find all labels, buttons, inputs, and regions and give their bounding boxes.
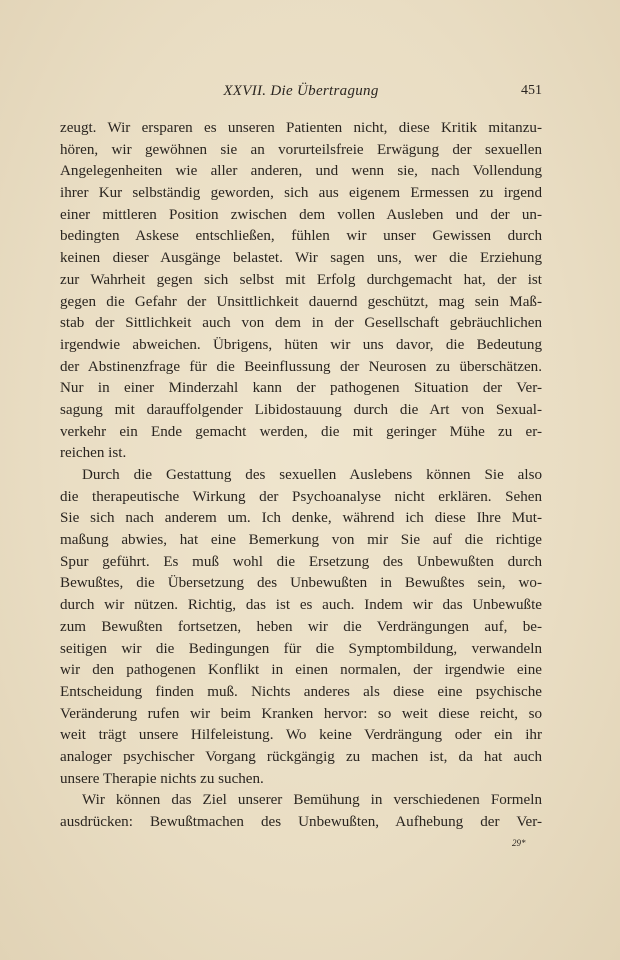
text-line: stab der Sittlichkeit auch von dem in der Gesellschaft gebräuchlichen xyxy=(60,315,542,332)
text-line: zeugt. Wir ersparen es unseren Patienten nicht, diese Kritik mitanzu- xyxy=(60,120,542,136)
text-line: analoger psychischer Vorgang rückgängig zu machen ist, da hat auch xyxy=(60,748,542,765)
text-line: Bewußtes, die Übersetzung des Unbewußten in Bewußtes sein, wo- xyxy=(60,575,542,592)
text-line: Nur in einer Minderzahl kann der pathogenen Situation der Ver- xyxy=(60,380,542,397)
text-line: sagung mit darauffolgender Libidostauung durch die Art von Sexual- xyxy=(60,401,542,418)
text-line: durch wir nützen. Richtig, das ist es auch. Indem wir das Unbewußte xyxy=(60,597,542,614)
text-line: die therapeutische Wirkung der Psychoanalyse nicht erklären. Sehen xyxy=(60,488,542,505)
text-line: reichen ist. xyxy=(60,445,127,462)
text-line: der Abstinenzfrage für die Beeinflussung der Neurosen zu überschätzen. xyxy=(60,358,542,375)
text-line: irgendwie abweichen. Übrigens, hüten wir uns davor, die Bedeutung xyxy=(60,336,542,353)
text-line: ausdrücken: Bewußtmachen des Unbewußten, Aufhebung der Ver- xyxy=(60,814,542,830)
text-line: Spur geführt. Es muß wohl die Ersetzung des Unbewußten durch xyxy=(60,553,542,570)
text-line: weit trägt unsere Hilfeleistung. Wo keine Verdrängung oder ein ihr xyxy=(60,727,542,744)
text-line: seitigen wir die Bedingungen für die Symptombildung, verwandeln xyxy=(60,640,542,657)
text-line: hören, wir gewöhnen sie an vorurteilsfreie Erwägung der sexuellen xyxy=(60,141,542,158)
running-head xyxy=(60,83,542,105)
text-line: keinen dieser Ausgänge belastet. Wir sagen uns, wer die Erziehung xyxy=(60,250,542,267)
text-line: verkehr ein Ende gemacht werden, die mit geringer Mühe zu er- xyxy=(60,423,542,440)
page-number: 451 xyxy=(521,83,542,98)
paragraph-start-line: Durch die Gestattung des sexuellen Auslebens können Sie also xyxy=(82,467,542,483)
text-line: Entscheidung finden muß. Nichts anderes als diese eine psychische xyxy=(60,683,542,700)
text-line: unsere Therapie nichts zu suchen. xyxy=(60,770,264,787)
text-line: wir den pathogenen Konflikt in einen normalen, der irgendwie eine xyxy=(60,662,542,679)
text-line: gegen die Gefahr der Unsittlichkeit dauernd geschützt, mag sein Maß- xyxy=(60,293,542,310)
signature-mark: 29* xyxy=(512,838,526,848)
text-line: bedingten Askese entschließen, fühlen wir unser Gewissen durch xyxy=(60,228,542,245)
text-line: maßung abwies, hat eine Bemerkung von mir Sie auf die richtige xyxy=(60,532,542,549)
text-line: Veränderung rufen wir beim Kranken hervor: so weit diese reicht, so xyxy=(60,705,542,722)
text-line: einer mittleren Position zwischen dem vollen Ausleben und der un- xyxy=(60,206,542,223)
text-line: zur Wahrheit gegen sich selbst mit Erfolg durchgemacht hat, der ist xyxy=(60,271,542,288)
text-line: Sie sich nach anderem um. Ich denke, während ich diese Ihre Mut- xyxy=(60,510,542,527)
text-line: ihrer Kur selbständig geworden, sich aus eigenem Ermessen zu irgend xyxy=(60,185,542,202)
text-line: zum Bewußten fortsetzen, heben wir die Verdrängungen auf, be- xyxy=(60,618,542,635)
body-text xyxy=(60,118,542,834)
text-line: Angelegenheiten wie aller anderen, und wenn sie, nach Vollendung xyxy=(60,163,542,180)
running-title: XXVII. Die Übertragung xyxy=(223,83,379,99)
paragraph-start-line: Wir können das Ziel unserer Bemühung in verschiedenen Formeln xyxy=(82,792,542,809)
